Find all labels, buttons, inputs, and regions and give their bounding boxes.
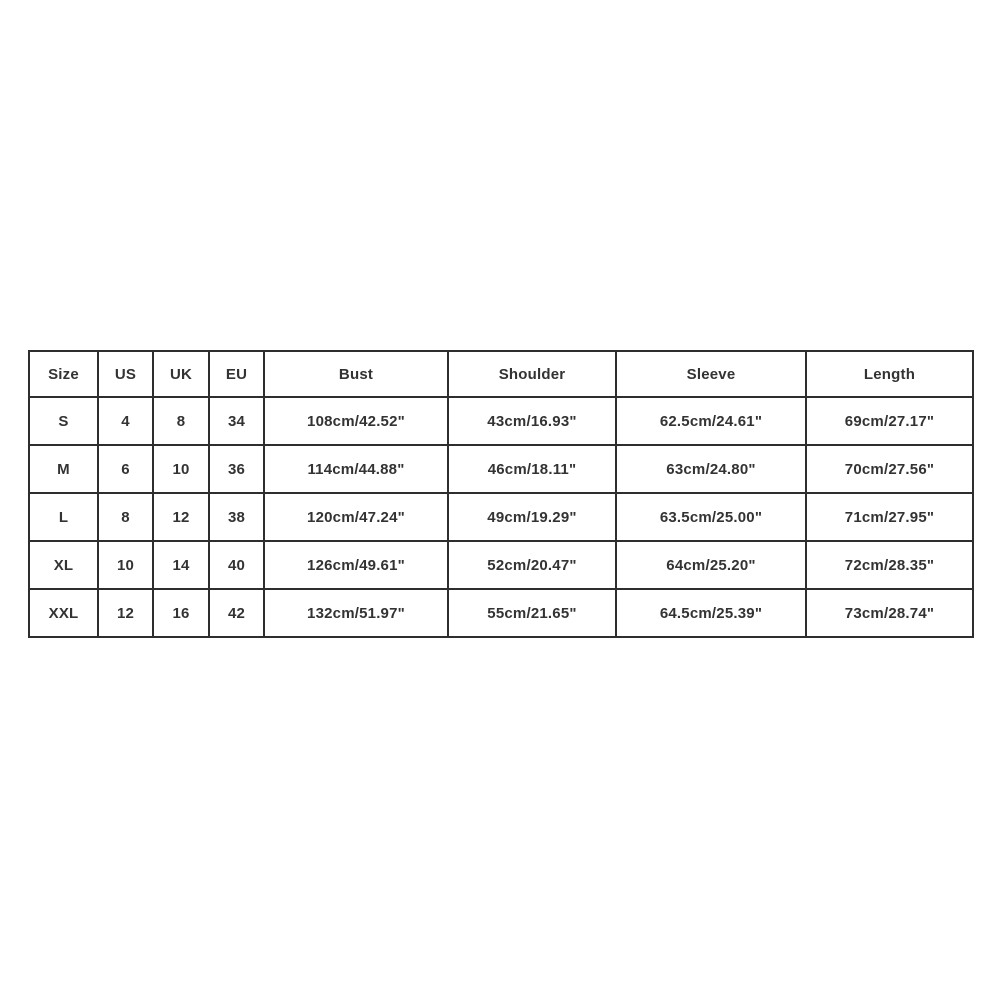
table-cell: M [29,445,98,493]
table-cell: 71cm/27.95" [806,493,973,541]
size-chart-body [29,397,973,637]
table-cell: 42 [209,589,264,637]
column-header-uk: UK [153,351,209,397]
table-row-s [29,397,973,445]
table-cell: 108cm/42.52" [264,397,448,445]
table-cell: 73cm/28.74" [806,589,973,637]
table-cell: 40 [209,541,264,589]
table-cell: 114cm/44.88" [264,445,448,493]
column-header-bust: Bust [264,351,448,397]
table-cell: 55cm/21.65" [448,589,616,637]
table-cell: 69cm/27.17" [806,397,973,445]
table-cell: 52cm/20.47" [448,541,616,589]
table-cell: 64cm/25.20" [616,541,806,589]
column-header-size: Size [29,351,98,397]
size-chart-table [28,350,974,638]
table-cell: XL [29,541,98,589]
table-cell: 12 [153,493,209,541]
table-cell: XXL [29,589,98,637]
table-cell: 6 [98,445,153,493]
table-cell: 62.5cm/24.61" [616,397,806,445]
table-row-xl [29,541,973,589]
column-header-length: Length [806,351,973,397]
table-cell: 46cm/18.11" [448,445,616,493]
table-row-xxl [29,589,973,637]
table-cell: 16 [153,589,209,637]
table-cell: 70cm/27.56" [806,445,973,493]
table-cell: 8 [98,493,153,541]
size-chart [28,350,972,638]
table-cell: 126cm/49.61" [264,541,448,589]
table-cell: 10 [98,541,153,589]
table-cell: 4 [98,397,153,445]
table-cell: 64.5cm/25.39" [616,589,806,637]
table-cell: 8 [153,397,209,445]
table-row-m [29,445,973,493]
table-cell: L [29,493,98,541]
size-chart-header [29,351,973,397]
table-cell: 36 [209,445,264,493]
header-row [29,351,973,397]
table-cell: 12 [98,589,153,637]
table-cell: 132cm/51.97" [264,589,448,637]
table-cell: 14 [153,541,209,589]
column-header-shoulder: Shoulder [448,351,616,397]
table-cell: 63cm/24.80" [616,445,806,493]
table-cell: 120cm/47.24" [264,493,448,541]
column-header-us: US [98,351,153,397]
table-cell: 49cm/19.29" [448,493,616,541]
column-header-sleeve: Sleeve [616,351,806,397]
table-cell: S [29,397,98,445]
table-cell: 72cm/28.35" [806,541,973,589]
table-cell: 10 [153,445,209,493]
table-cell: 63.5cm/25.00" [616,493,806,541]
table-cell: 38 [209,493,264,541]
table-cell: 43cm/16.93" [448,397,616,445]
table-cell: 34 [209,397,264,445]
column-header-eu: EU [209,351,264,397]
table-row-l [29,493,973,541]
